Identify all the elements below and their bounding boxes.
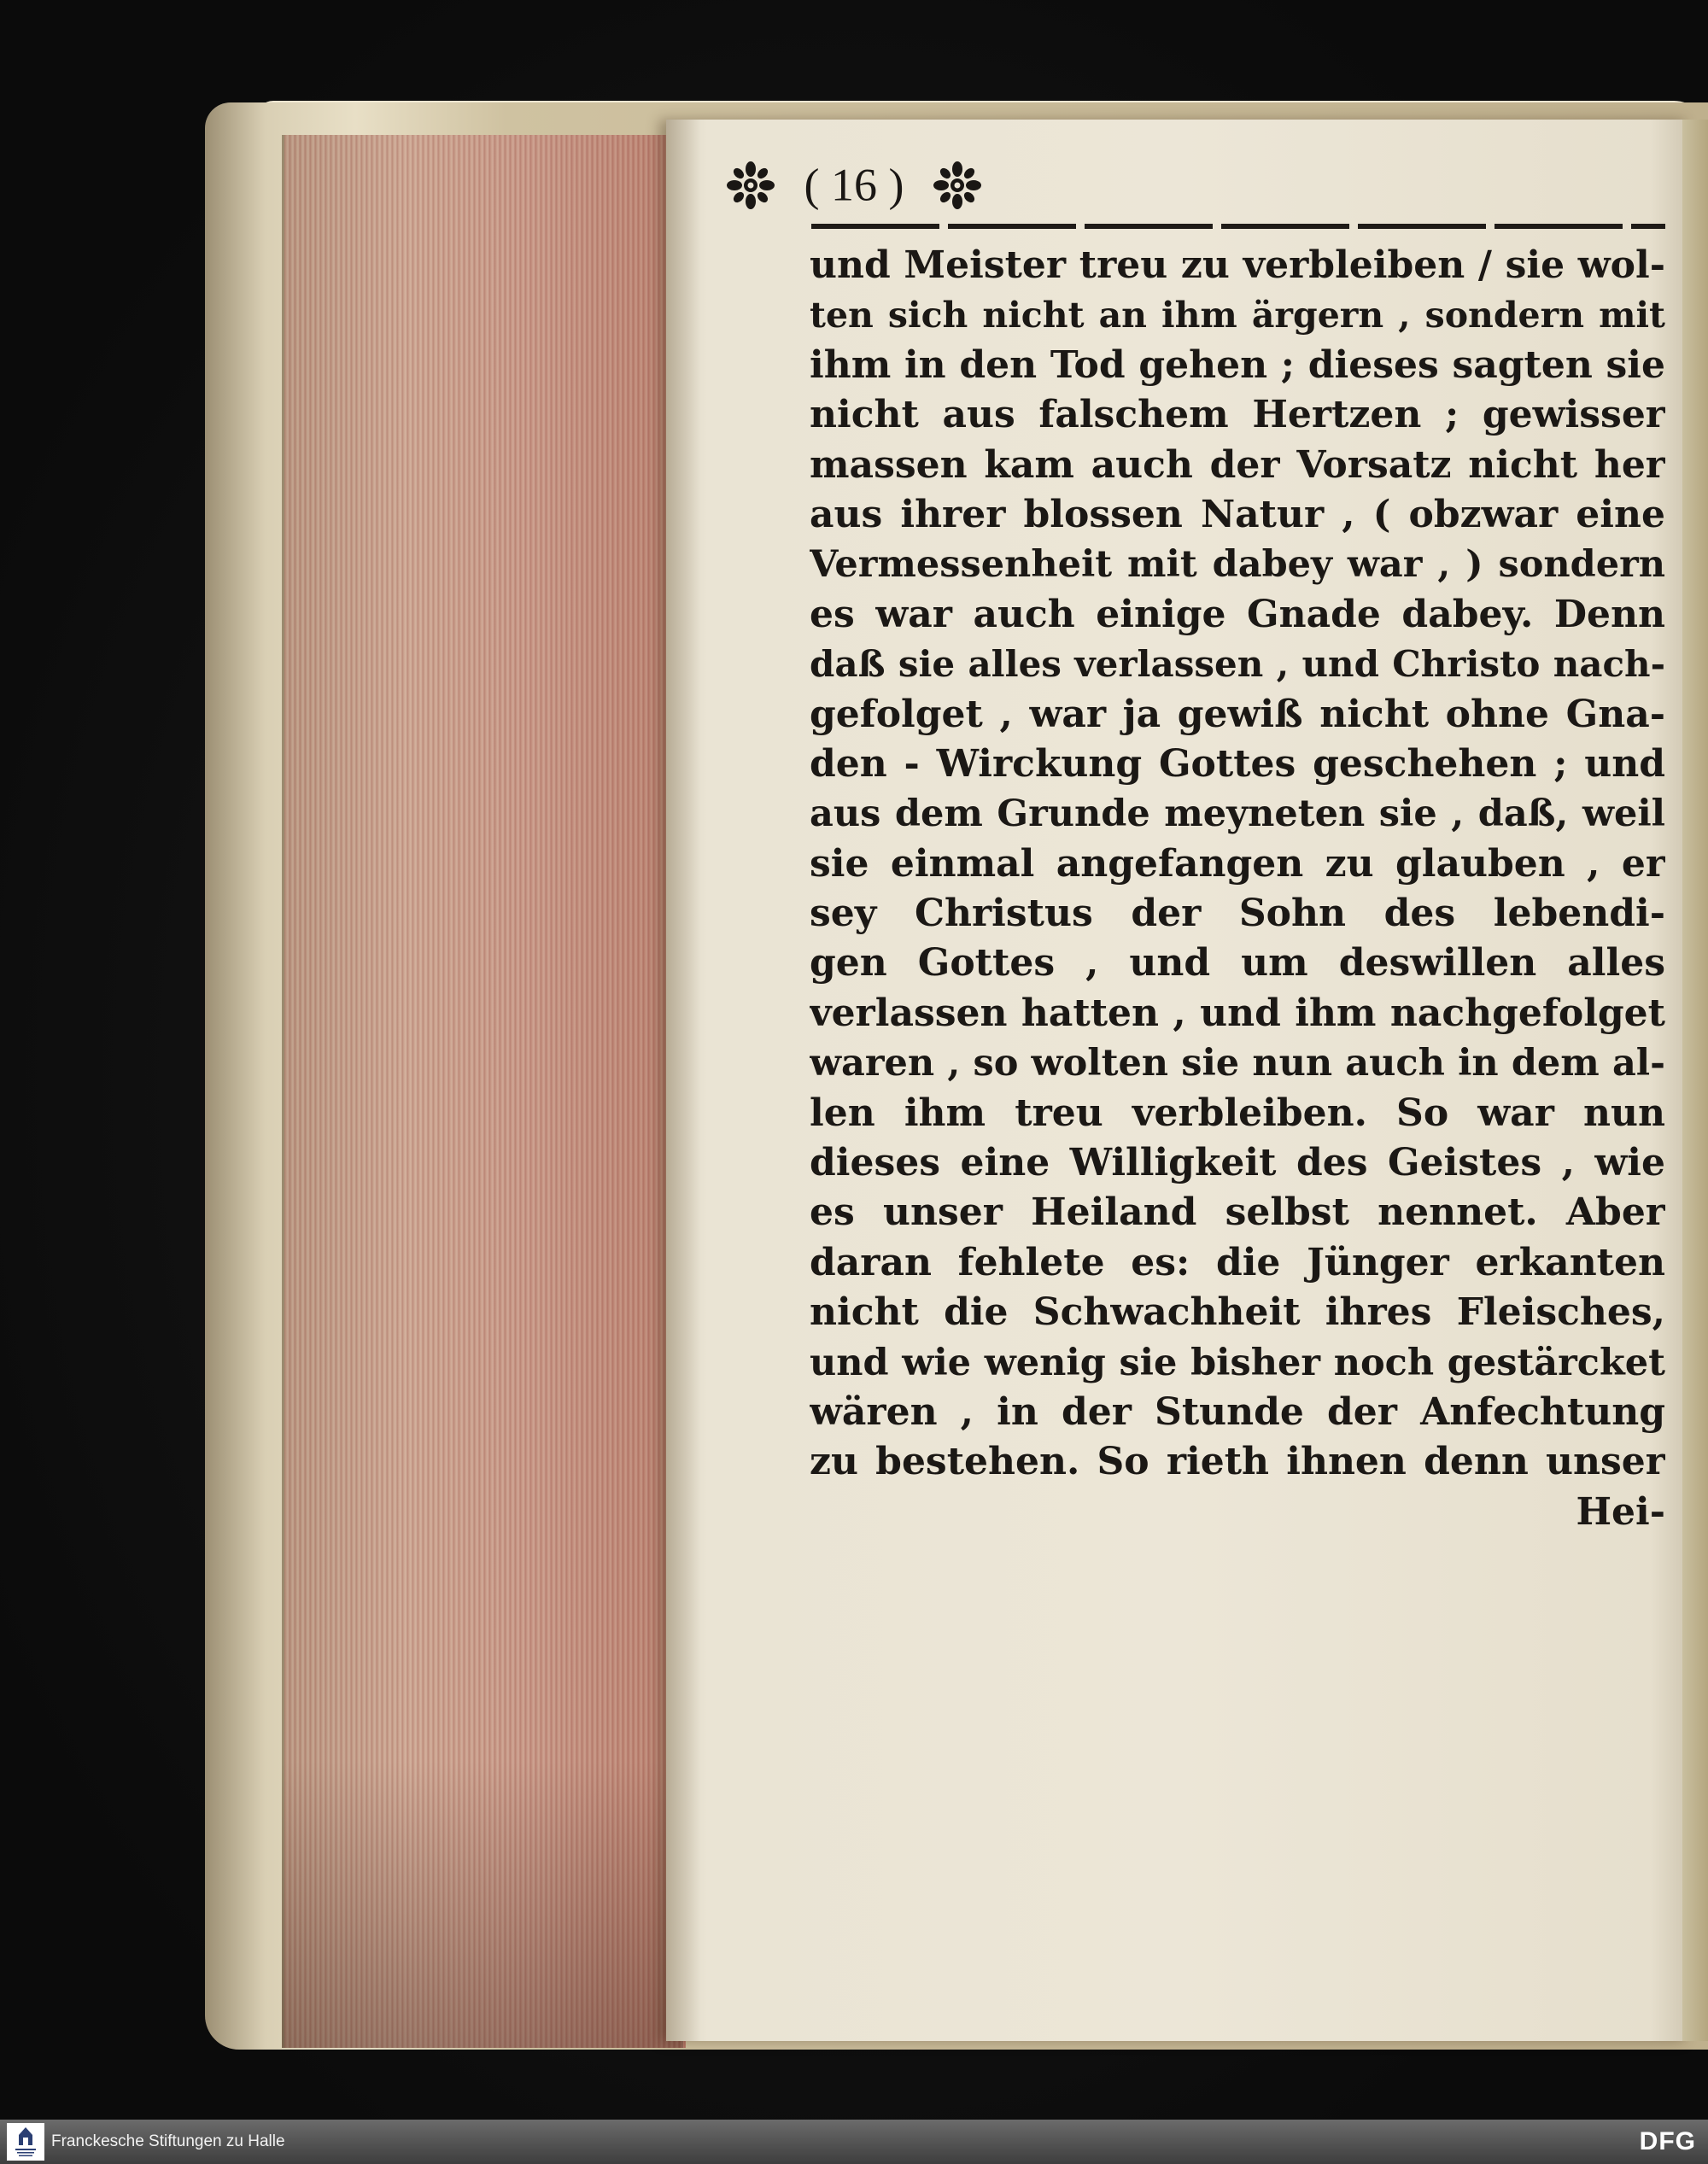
- text-line: gen Gottes , und um deswillen alles: [810, 941, 1665, 985]
- flower-ornament-icon: [727, 161, 775, 209]
- facing-page-edge: [1682, 120, 1708, 2041]
- institution-label: Franckesche Stiftungen zu Halle: [51, 2132, 285, 2150]
- viewer-footer-bar: [0, 2120, 1708, 2164]
- text-line: massen kam auch der Vorsatz nicht her: [810, 442, 1665, 487]
- text-line: sie einmal angefangen zu glauben , er: [810, 841, 1665, 886]
- text-line: len ihm treu verbleiben. So war nun: [810, 1091, 1665, 1135]
- running-head: [0, 152, 1708, 212]
- text-line: wären , in der Stunde der Anfechtung: [810, 1389, 1665, 1434]
- institution-logo-icon: [7, 2123, 44, 2161]
- text-line: ten sich nicht an ihm ärgern , sondern mit: [810, 295, 1665, 336]
- gutter-shadow: [666, 120, 700, 2041]
- text-line: Vermessenheit mit dabey war , ) sondern: [810, 543, 1665, 587]
- text-line: daß sie alles verlassen , und Christo nach-: [810, 643, 1665, 686]
- text-line: aus ihrer blossen Natur , ( obzwar eine: [810, 492, 1665, 536]
- text-line: es war auch einige Gnade dabey. Denn: [810, 592, 1665, 636]
- text-line: verlassen hatten , und ihm nachgefolget: [810, 991, 1665, 1035]
- text-line: und wie wenig sie bisher noch gestärcket: [810, 1341, 1665, 1384]
- text-line: aus dem Grunde meyneten sie , daß, weil: [810, 792, 1665, 836]
- flower-ornament-icon: [933, 161, 981, 209]
- text-line: dieses eine Willigkeit des Geistes , wie: [810, 1141, 1665, 1185]
- text-line: ihm in den Tod gehen ; dieses sagten sie: [810, 342, 1665, 387]
- header-rule: [811, 224, 1665, 229]
- text-line: daran fehlete es: die Jünger erkanten: [810, 1240, 1665, 1284]
- text-line: gefolget , war ja gewiß nicht ohne Gna-: [810, 692, 1665, 736]
- text-line: nicht die Schwachheit ihres Fleisches,: [810, 1290, 1665, 1335]
- page-number: ( 16 ): [804, 159, 904, 211]
- text-line: und Meister treu zu verbleiben / sie wol-: [810, 243, 1665, 287]
- text-line: zu bestehen. So rieth ihnen denn unser: [810, 1440, 1665, 1484]
- text-line: waren , so wolten sie nun auch in dem al-: [810, 1042, 1665, 1085]
- dfg-label: DFG: [1639, 2127, 1696, 2155]
- text-line: nicht aus falschem Hertzen ; gewisser: [810, 393, 1665, 437]
- page-block-shade: [282, 135, 683, 2048]
- text-line: sey Christus der Sohn des lebendi-: [810, 892, 1665, 936]
- text-line: den - Wirckung Gottes geschehen ; und: [810, 741, 1665, 786]
- text-line: es unser Heiland selbst nennet. Aber: [810, 1190, 1665, 1235]
- catchword: Hei-: [1576, 1489, 1665, 1534]
- body-text: [810, 241, 1665, 1537]
